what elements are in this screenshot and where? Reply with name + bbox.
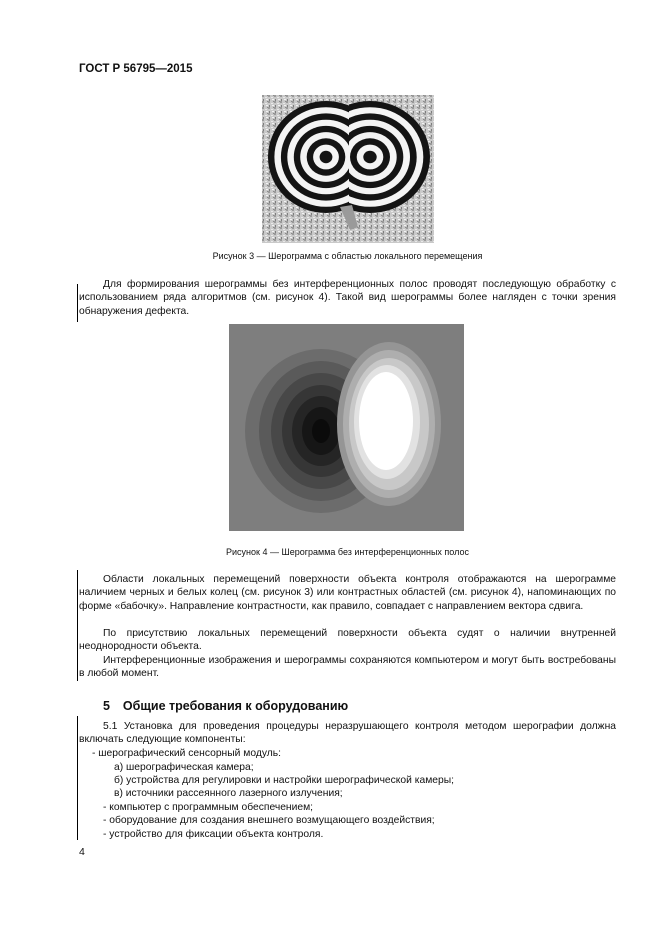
list-item: в) источники рассеянного лазерного излучения; — [114, 788, 343, 799]
change-bar — [77, 284, 78, 322]
paragraph-1: Для формирования шерограммы без интерференционных полос проводят последующую обработку с использованием ряда алгоритмов (см. рисунок 4). Такой вид шерограммы более нагляден с точки зрения обнаружения дефекта. — [79, 279, 616, 317]
figure-3-caption: Рисунок 3 — Шерограмма с областью локального перемещения — [212, 251, 483, 261]
section-5-heading — [79, 699, 348, 713]
paragraph-2: Области локальных перемещений поверхности объекта контроля отображаются на шерограмме наличием черных и белых колец (см. рисунок 3) или контрастных областей (см. рисунок 4), напоминающих по форме «бабочку». Направление контрастности, как правило, совпадает с направлением вектора сдвига. — [79, 574, 616, 612]
paragraph-4: Интерференционные изображения и шерограммы сохраняются компьютером и могут быть востребованы в любой момент. — [79, 655, 616, 680]
list-item: - шерографический сенсорный модуль: — [92, 748, 281, 759]
figure-4-shearogram-image — [229, 324, 464, 531]
list-item: - компьютер с программным обеспечением; — [103, 802, 314, 813]
clause-5-1: 5.1 Установка для проведения процедуры неразрушающего контроля методом шерографии должна включать следующие компоненты: — [79, 721, 616, 746]
fringe-center — [367, 154, 373, 160]
figure-3-shearogram-image — [262, 95, 434, 243]
list-item: б) устройства для регулировки и настройки шерографической камеры; — [114, 775, 455, 786]
section-title: Общие требования к оборудованию — [122, 699, 349, 713]
list-item: а) шерографическая камера; — [114, 762, 254, 773]
change-bar — [77, 716, 78, 840]
list-item: - устройство для фиксации объекта контроля. — [103, 829, 324, 840]
fringe-center — [323, 154, 329, 160]
light-region — [337, 342, 441, 506]
section-number: 5 — [103, 699, 110, 713]
figure-4-caption: Рисунок 4 — Шерограмма без интерференционных полос — [226, 547, 469, 557]
page-number: 4 — [79, 846, 85, 858]
document-header: ГОСТ Р 56795—2015 — [79, 63, 193, 75]
paragraph-3: По присутствию локальных перемещений поверхности объекта судят о наличии внутренней неоднородности объекта. — [79, 628, 616, 653]
list-item: - оборудование для создания внешнего возмущающего воздействия; — [103, 815, 435, 826]
change-bar — [77, 570, 78, 681]
